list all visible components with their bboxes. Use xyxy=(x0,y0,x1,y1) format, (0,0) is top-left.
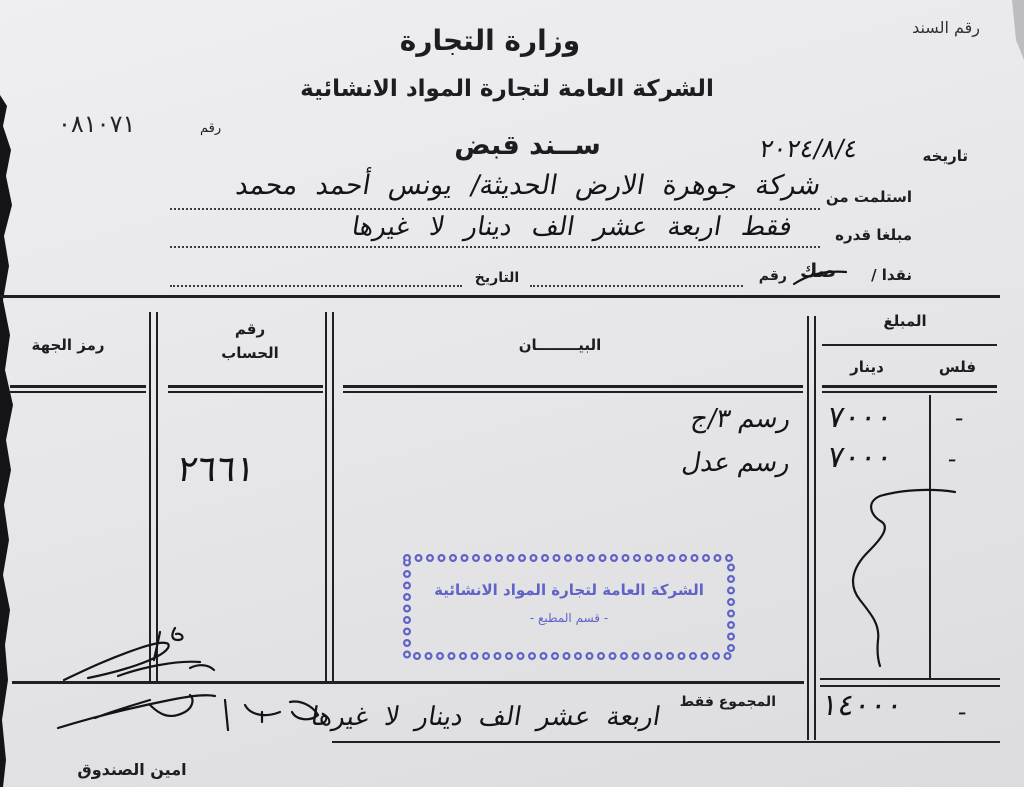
table-header-rule xyxy=(168,385,323,388)
company-name: الشركة العامة لتجارة المواد الانشائية xyxy=(300,76,714,102)
received-from-label: استلمت من xyxy=(825,188,912,206)
total-dinar: ١٤٠٠٠ xyxy=(819,688,906,723)
amount-column-header: المبلغ xyxy=(883,312,927,330)
row-description: رسم عدل xyxy=(679,448,793,478)
dinar-column-header: دينار xyxy=(850,358,884,376)
voucher-number-label: رقم السند xyxy=(912,18,980,37)
table-header-rule xyxy=(343,391,803,393)
total-words: اربعة عشر الف دينار لا غيرها xyxy=(308,702,663,732)
amount-value: فقط اربعة عشر الف دينار لا غيرها xyxy=(349,212,795,242)
amount-label: مبلغا قدره xyxy=(835,226,912,244)
cash-label: نقدا / xyxy=(871,266,912,284)
table-header-rule xyxy=(822,391,997,393)
column-rule xyxy=(332,312,334,682)
right-edge-shadow xyxy=(1012,0,1024,60)
table-bottom-rule xyxy=(820,685,1000,687)
description-column-header: البيــــــــان xyxy=(518,336,602,354)
row-fils: - xyxy=(952,404,966,432)
column-rule xyxy=(814,316,816,740)
amount-dotted-line xyxy=(170,246,820,248)
received-from-value: شركة جوهرة الارض الحديثة/ يونس أحمد محمد xyxy=(233,170,823,201)
table-header-rule xyxy=(822,385,997,388)
table-header-rule xyxy=(343,385,803,388)
total-label: المجموع فقط xyxy=(679,694,776,710)
row-account-number: ٢٦٦١ xyxy=(174,449,259,490)
row-description: رسم ٣/ج xyxy=(688,404,793,434)
stamp-company-name: الشركة العامة لتجارة المواد الانشائية xyxy=(434,581,704,599)
cashier-label: امين الصندوق xyxy=(77,760,187,779)
fils-dinar-rule xyxy=(929,395,931,680)
cheque-date-dotted-line xyxy=(170,285,462,287)
cheque-date-label: التاريخ xyxy=(474,270,520,286)
date-label: تاريخه xyxy=(922,147,968,165)
table-bottom-rule xyxy=(12,681,804,684)
amount-header-rule xyxy=(822,344,997,346)
header-divider-rule xyxy=(0,295,1000,298)
cheque-number-dotted-line xyxy=(530,285,743,287)
voucher-title: ســند قبض xyxy=(454,130,601,161)
serial-label: رقم xyxy=(200,121,222,136)
column-rule xyxy=(325,312,327,682)
total-fils: - xyxy=(955,698,969,726)
row-dinar: ٧٠٠٠ xyxy=(825,440,896,475)
row-dinar: ٧٠٠٠ xyxy=(825,400,896,435)
received-from-dotted-line xyxy=(170,208,820,210)
total-bottom-rule xyxy=(332,741,1000,743)
company-stamp xyxy=(402,553,736,663)
code-column-header: رمز الجهة xyxy=(31,336,105,354)
column-rule xyxy=(807,316,809,740)
cheque-number-label: رقم xyxy=(758,268,787,284)
table-bottom-rule xyxy=(820,678,1000,680)
ministry-name: وزارة التجارة xyxy=(399,24,581,57)
account-column-header-line2: الحساب xyxy=(221,344,279,362)
stamp-border xyxy=(402,553,736,663)
row-fils: - xyxy=(945,445,959,473)
cheque-label: صك xyxy=(800,260,837,282)
table-header-rule xyxy=(168,391,323,393)
date-value: ٢٠٢٤/٨/٤ xyxy=(757,134,860,163)
stamp-department: - قسم المطبع - xyxy=(529,611,609,625)
column-rule xyxy=(156,312,158,682)
serial-number: ٠٨١٠٧١ xyxy=(58,110,136,138)
table-header-rule xyxy=(10,385,146,388)
column-rule xyxy=(149,312,151,682)
account-column-header-line1: رقم xyxy=(234,320,266,338)
fils-column-header: فلس xyxy=(938,358,977,376)
table-header-rule xyxy=(10,391,146,393)
